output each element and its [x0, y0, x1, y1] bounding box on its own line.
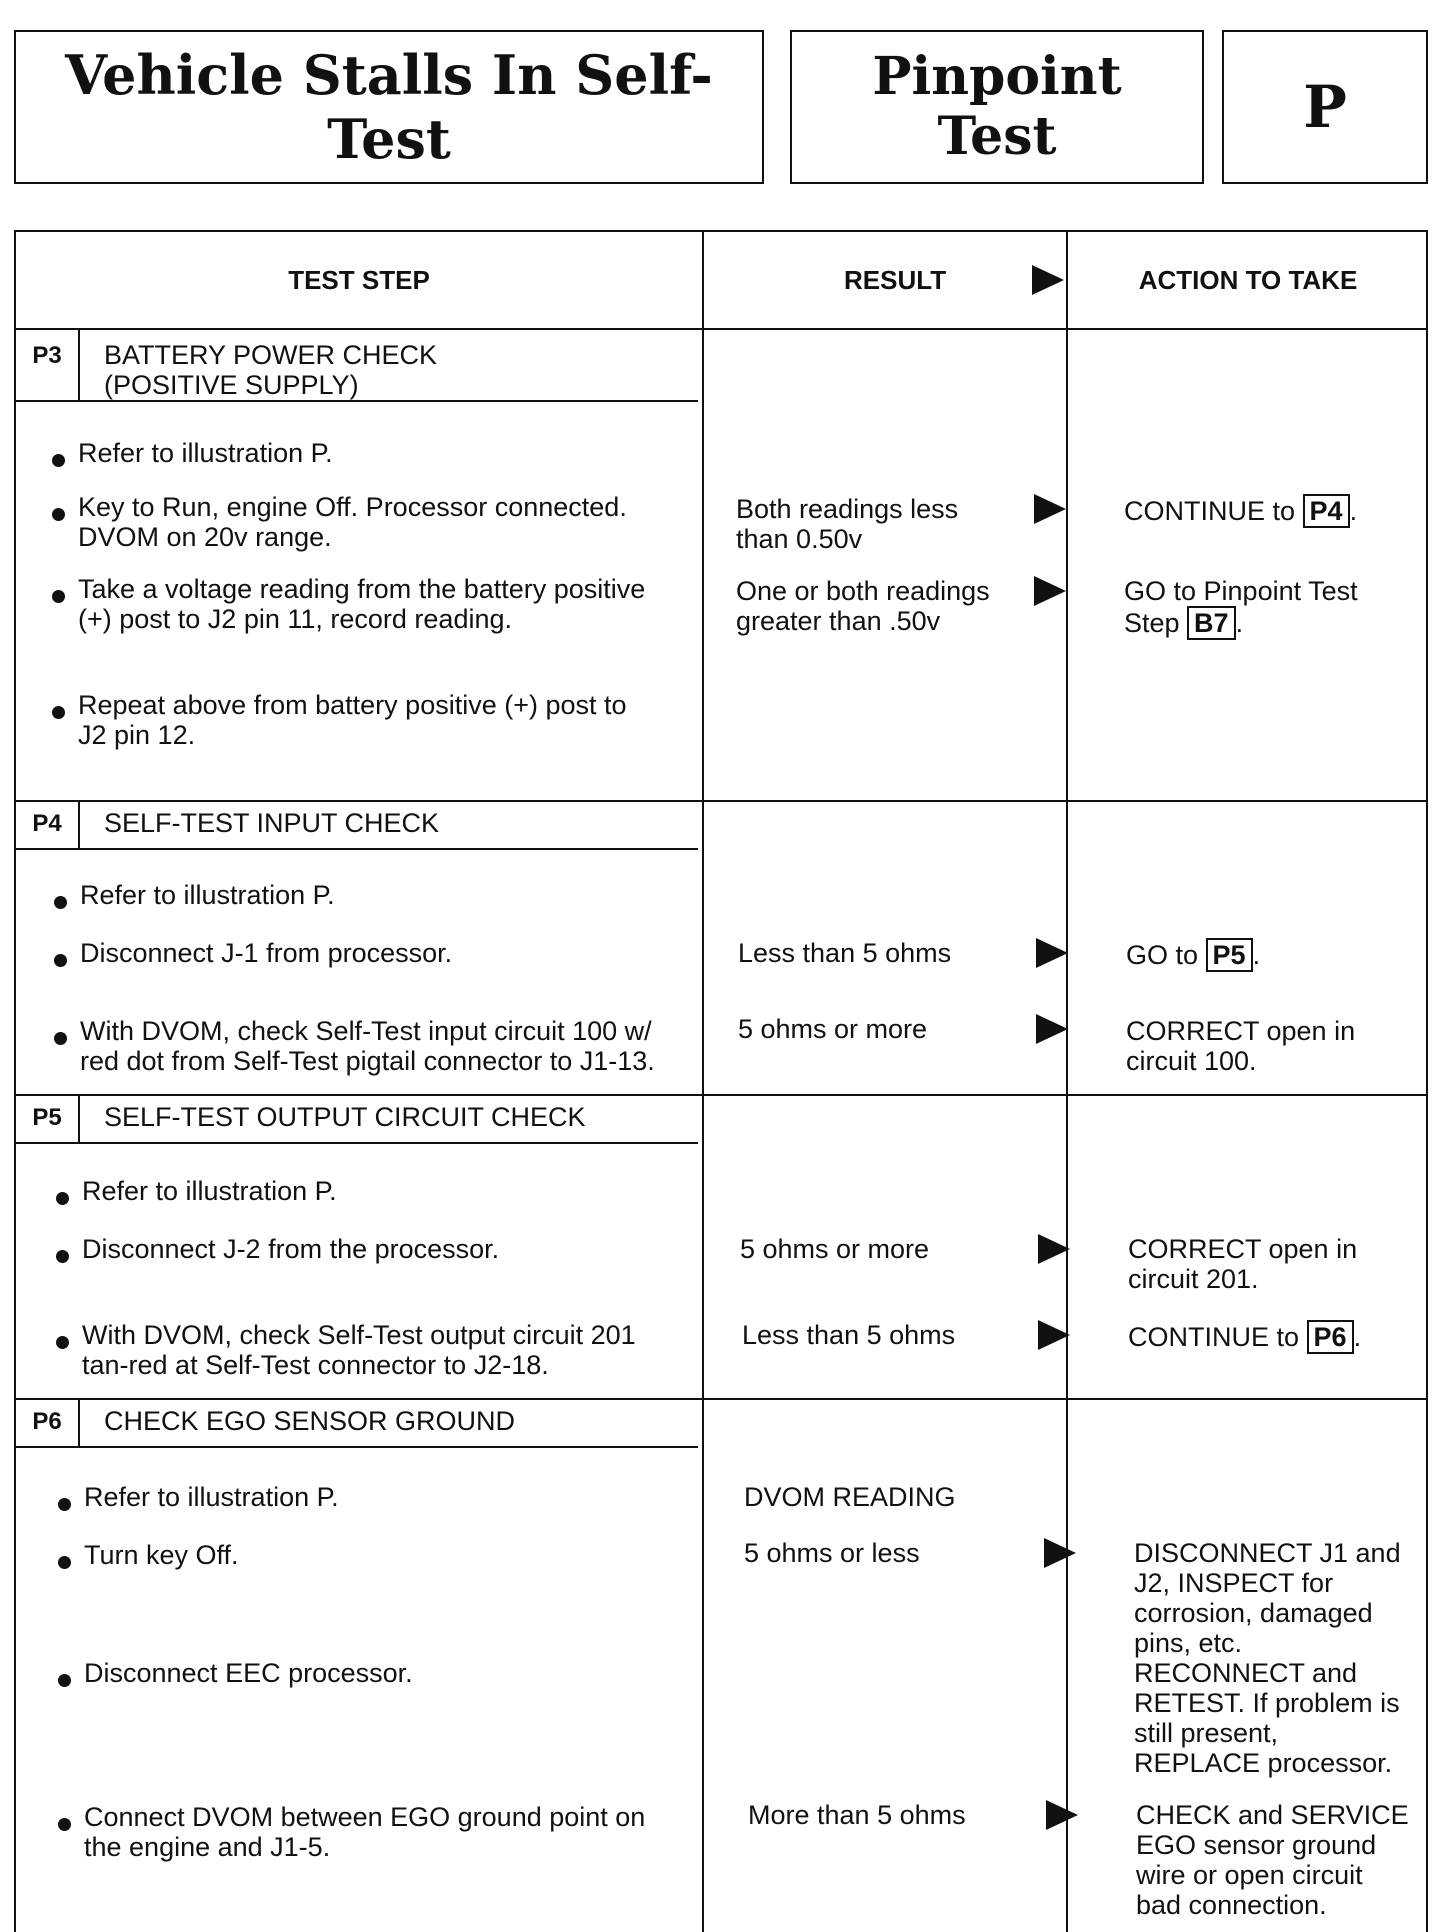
- step-ref-p4[interactable]: P4: [1303, 494, 1350, 528]
- result-arrow-icon: [1034, 494, 1066, 524]
- bullet-icon: [58, 1818, 71, 1831]
- result-arrow-icon: [1036, 1014, 1068, 1044]
- p6-action-1: DISCONNECT J1 and J2, INSPECT for corrosion, damaged pins, etc. RECONNECT and RETEST. If problem is still present, REPLACE processor.: [1134, 1538, 1401, 1778]
- p6-action-2: CHECK and SERVICE EGO sensor ground wire or open circuit bad connection.: [1136, 1800, 1409, 1920]
- p5-action-2-text: CONTINUE to: [1128, 1322, 1307, 1352]
- p5-result-2: Less than 5 ohms: [742, 1320, 956, 1350]
- step-header-p4: [16, 802, 698, 850]
- p5-step-3: With DVOM, check Self-Test output circuit 201 tan-red at Self-Test connector to J2-18.: [82, 1320, 636, 1380]
- result-arrow-icon: [1046, 1800, 1078, 1830]
- bullet-icon: [52, 706, 65, 719]
- p3-action-1-text: CONTINUE to: [1124, 496, 1303, 526]
- page-title: Vehicle Stalls In Self-Test: [14, 30, 764, 184]
- p3-action-2: GO to Pinpoint Test Step B7 .: [1124, 576, 1358, 638]
- bullet-icon: [56, 1250, 69, 1263]
- p4-step-3: With DVOM, check Self-Test input circuit 100 w/ red dot from Self-Test pigtail connector to J1-13.: [80, 1016, 655, 1076]
- bullet-icon: [56, 1192, 69, 1205]
- p5-step-1: Refer to illustration P.: [82, 1176, 337, 1206]
- bullet-icon: [54, 954, 67, 967]
- bullet-icon: [54, 896, 67, 909]
- test-type-line2: Test: [937, 106, 1057, 167]
- p6-step-1: Refer to illustration P.: [84, 1482, 339, 1512]
- step-code-p6: P6: [16, 1400, 80, 1446]
- p6-step-2: Turn key Off.: [84, 1540, 239, 1570]
- p5-result-1: 5 ohms or more: [740, 1234, 930, 1264]
- p4-action-1: GO to P5 .: [1126, 940, 1261, 970]
- result-arrow-icon: [1038, 1234, 1070, 1264]
- p5-action-2: CONTINUE to P6 .: [1128, 1322, 1362, 1352]
- result-arrow-icon: [1036, 938, 1068, 968]
- p5-step-2: Disconnect J-2 from the processor.: [82, 1234, 500, 1264]
- p3-step-4: Repeat above from battery positive (+) post to J2 pin 12.: [78, 690, 627, 750]
- column-divider-result: [702, 232, 704, 1932]
- bullet-icon: [58, 1674, 71, 1687]
- p4-step-2: Disconnect J-1 from processor.: [80, 938, 453, 968]
- step-header-p5: [16, 1096, 698, 1144]
- step-code-p5: P5: [16, 1096, 80, 1142]
- p4-action-2: CORRECT open in circuit 100.: [1126, 1016, 1356, 1076]
- p6-result-2: More than 5 ohms: [748, 1800, 966, 1830]
- p3-step-1: Refer to illustration P.: [78, 438, 333, 468]
- step-title-p3: BATTERY POWER CHECK (POSITIVE SUPPLY): [104, 340, 438, 400]
- step-code-p4: P4: [16, 802, 80, 848]
- bullet-icon: [52, 454, 65, 467]
- column-header-result: RESULT: [844, 264, 947, 295]
- p3-action-2-text: GO to Pinpoint Test Step: [1124, 576, 1358, 638]
- p5-action-1: CORRECT open in circuit 201.: [1128, 1234, 1358, 1294]
- p6-step-3: Disconnect EEC processor.: [84, 1658, 413, 1688]
- bullet-icon: [58, 1498, 71, 1511]
- column-header-action: ACTION TO TAKE: [1138, 264, 1358, 295]
- step-header-p6: [16, 1400, 698, 1448]
- test-code-box: P: [1222, 30, 1428, 184]
- p4-result-1: Less than 5 ohms: [738, 938, 952, 968]
- p6-result-1: 5 ohms or less: [744, 1538, 920, 1568]
- pinpoint-table: [14, 230, 1428, 1932]
- bullet-icon: [52, 590, 65, 603]
- p6-step-4: Connect DVOM between EGO ground point on the engine and J1-5.: [84, 1802, 646, 1862]
- step-ref-p6[interactable]: P6: [1307, 1320, 1354, 1354]
- p4-result-2: 5 ohms or more: [738, 1014, 928, 1044]
- p3-step-3: Take a voltage reading from the battery positive (+) post to J2 pin 11, record reading.: [78, 574, 646, 634]
- result-arrow-icon: [1038, 1320, 1070, 1350]
- test-type-box: [790, 30, 1204, 184]
- bullet-icon: [58, 1556, 71, 1569]
- p3-result-1: Both readings less than 0.50v: [736, 494, 959, 554]
- step-title-p6: CHECK EGO SENSOR GROUND: [104, 1406, 516, 1436]
- step-ref-p5[interactable]: P5: [1206, 938, 1253, 972]
- step-header-p3: [16, 330, 698, 402]
- step-ref-b7[interactable]: B7: [1187, 606, 1236, 640]
- column-divider-action: [1066, 232, 1068, 1932]
- column-header-test-step: TEST STEP: [288, 264, 430, 295]
- bullet-icon: [52, 508, 65, 521]
- result-arrow-icon: [1034, 576, 1066, 606]
- step-title-p4: SELF-TEST INPUT CHECK: [104, 808, 440, 838]
- test-type-line1: Pinpoint: [872, 46, 1122, 108]
- p4-action-1-text: GO to: [1126, 940, 1206, 970]
- result-arrow-icon: [1044, 1538, 1076, 1568]
- p3-result-2: One or both readings greater than .50v: [736, 576, 990, 636]
- bullet-icon: [54, 1032, 67, 1045]
- step-code-p3: P3: [16, 330, 80, 400]
- p4-step-1: Refer to illustration P.: [80, 880, 335, 910]
- step-title-p5: SELF-TEST OUTPUT CIRCUIT CHECK: [104, 1102, 586, 1132]
- p3-step-2: Key to Run, engine Off. Processor connected. DVOM on 20v range.: [78, 492, 627, 552]
- result-arrow-icon: [1032, 265, 1064, 295]
- p6-result-heading: DVOM READING: [744, 1482, 956, 1512]
- bullet-icon: [56, 1336, 69, 1349]
- p3-action-1: CONTINUE to P4 .: [1124, 496, 1358, 526]
